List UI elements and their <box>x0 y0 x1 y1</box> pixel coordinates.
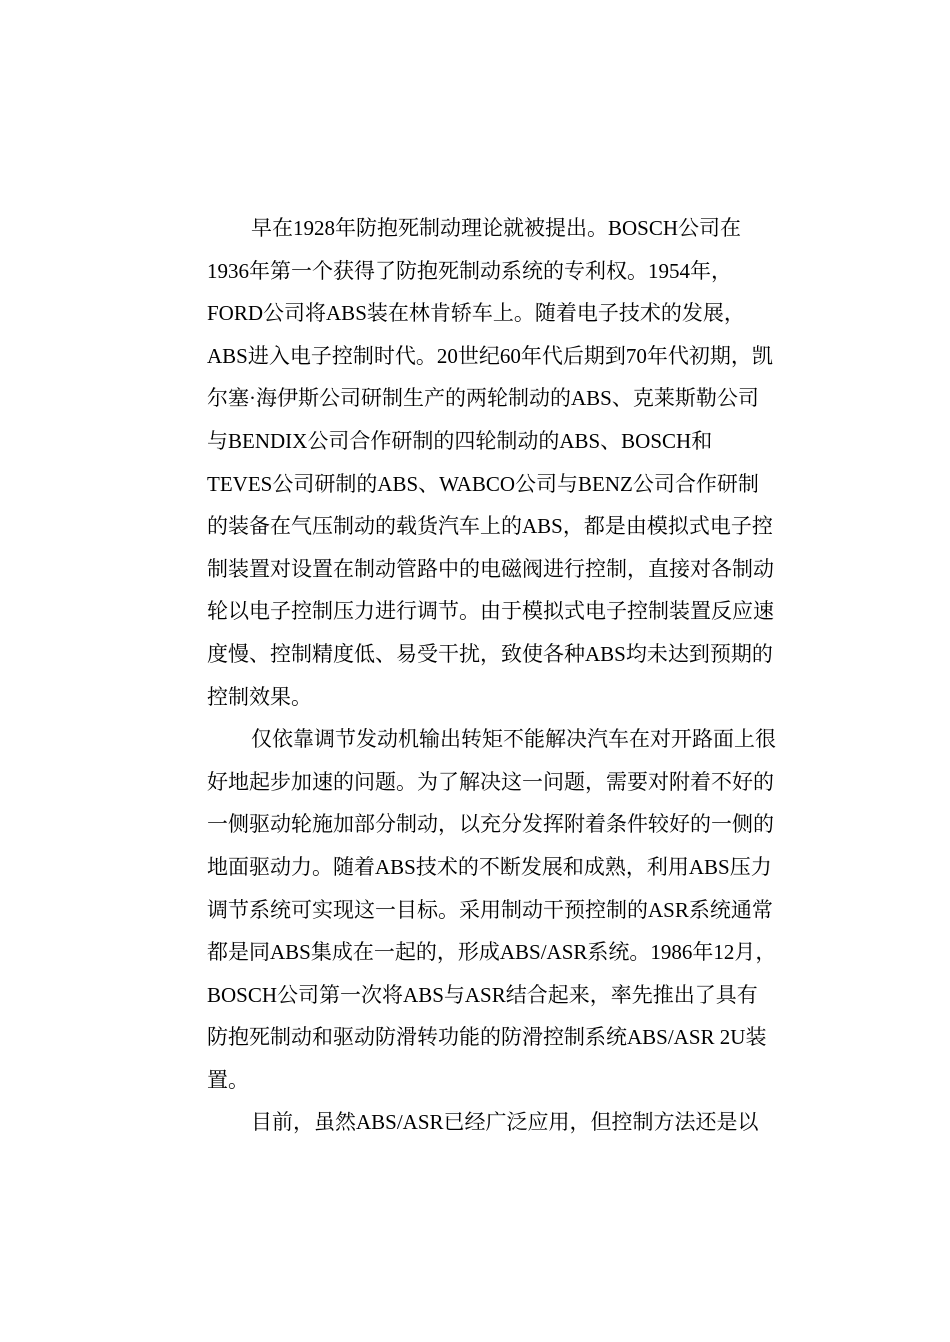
text-line: ABS进入电子控制时代。20世纪60年代后期到70年代初期，凯 <box>207 343 773 368</box>
paragraph-current-status <box>207 1101 807 1144</box>
text-line: 制装置对设置在制动管路中的电磁阀进行控制，直接对各制动 <box>207 556 774 581</box>
text-line: 好地起步加速的问题。为了解决这一问题，需要对附着不好的 <box>207 769 774 794</box>
text-line: 调节系统可实现这一目标。采用制动干预控制的ASR系统通常 <box>207 897 773 922</box>
text-line: 都是同ABS集成在一起的，形成ABS/ASR系统。1986年12月， <box>207 940 777 965</box>
paragraph-abs-history <box>207 207 807 718</box>
text-line: 防抱死制动和驱动防滑转功能的防滑控制系统ABS/ASR 2U装 <box>207 1025 767 1050</box>
text-line: 度慢、控制精度低、易受干扰，致使各种ABS均未达到预期的 <box>207 641 773 666</box>
text-line: BOSCH公司第一次将ABS与ASR结合起来，率先推出了具有 <box>207 982 758 1007</box>
text-line: TEVES公司研制的ABS、WABCO公司与BENZ公司合作研制 <box>207 471 759 496</box>
text-line: 仅依靠调节发动机输出转矩不能解决汽车在对开路面上很 <box>251 727 776 752</box>
text-line: 地面驱动力。随着ABS技术的不断发展和成熟，利用ABS压力 <box>207 854 772 879</box>
text-line: 目前，虽然ABS/ASR已经广泛应用，但控制方法还是以 <box>251 1110 759 1135</box>
text-line: 置。 <box>207 1067 249 1092</box>
text-line: FORD公司将ABS装在林肯轿车上。随着电子技术的发展， <box>207 301 745 326</box>
text-line: 轮以电子控制压力进行调节。由于模拟式电子控制装置反应速 <box>207 599 774 624</box>
body-text <box>207 207 807 1144</box>
paragraph-asr-development <box>207 718 807 1101</box>
text-line: 与BENDIX公司合作研制的四轮制动的ABS、BOSCH和 <box>207 428 713 453</box>
text-line: 早在1928年防抱死制动理论就被提出。BOSCH公司在 <box>251 216 742 240</box>
text-line: 一侧驱动轮施加部分制动，以充分发挥附着条件较好的一侧的 <box>207 812 774 837</box>
text-line: 1936年第一个获得了防抱死制动系统的专利权。1954年， <box>207 258 732 283</box>
text-line: 的装备在气压制动的载货汽车上的ABS，都是由模拟式电子控 <box>207 514 773 539</box>
text-line: 控制效果。 <box>207 684 312 709</box>
text-line: 尔塞·海伊斯公司研制生产的两轮制动的ABS、克莱斯勒公司 <box>207 386 759 411</box>
